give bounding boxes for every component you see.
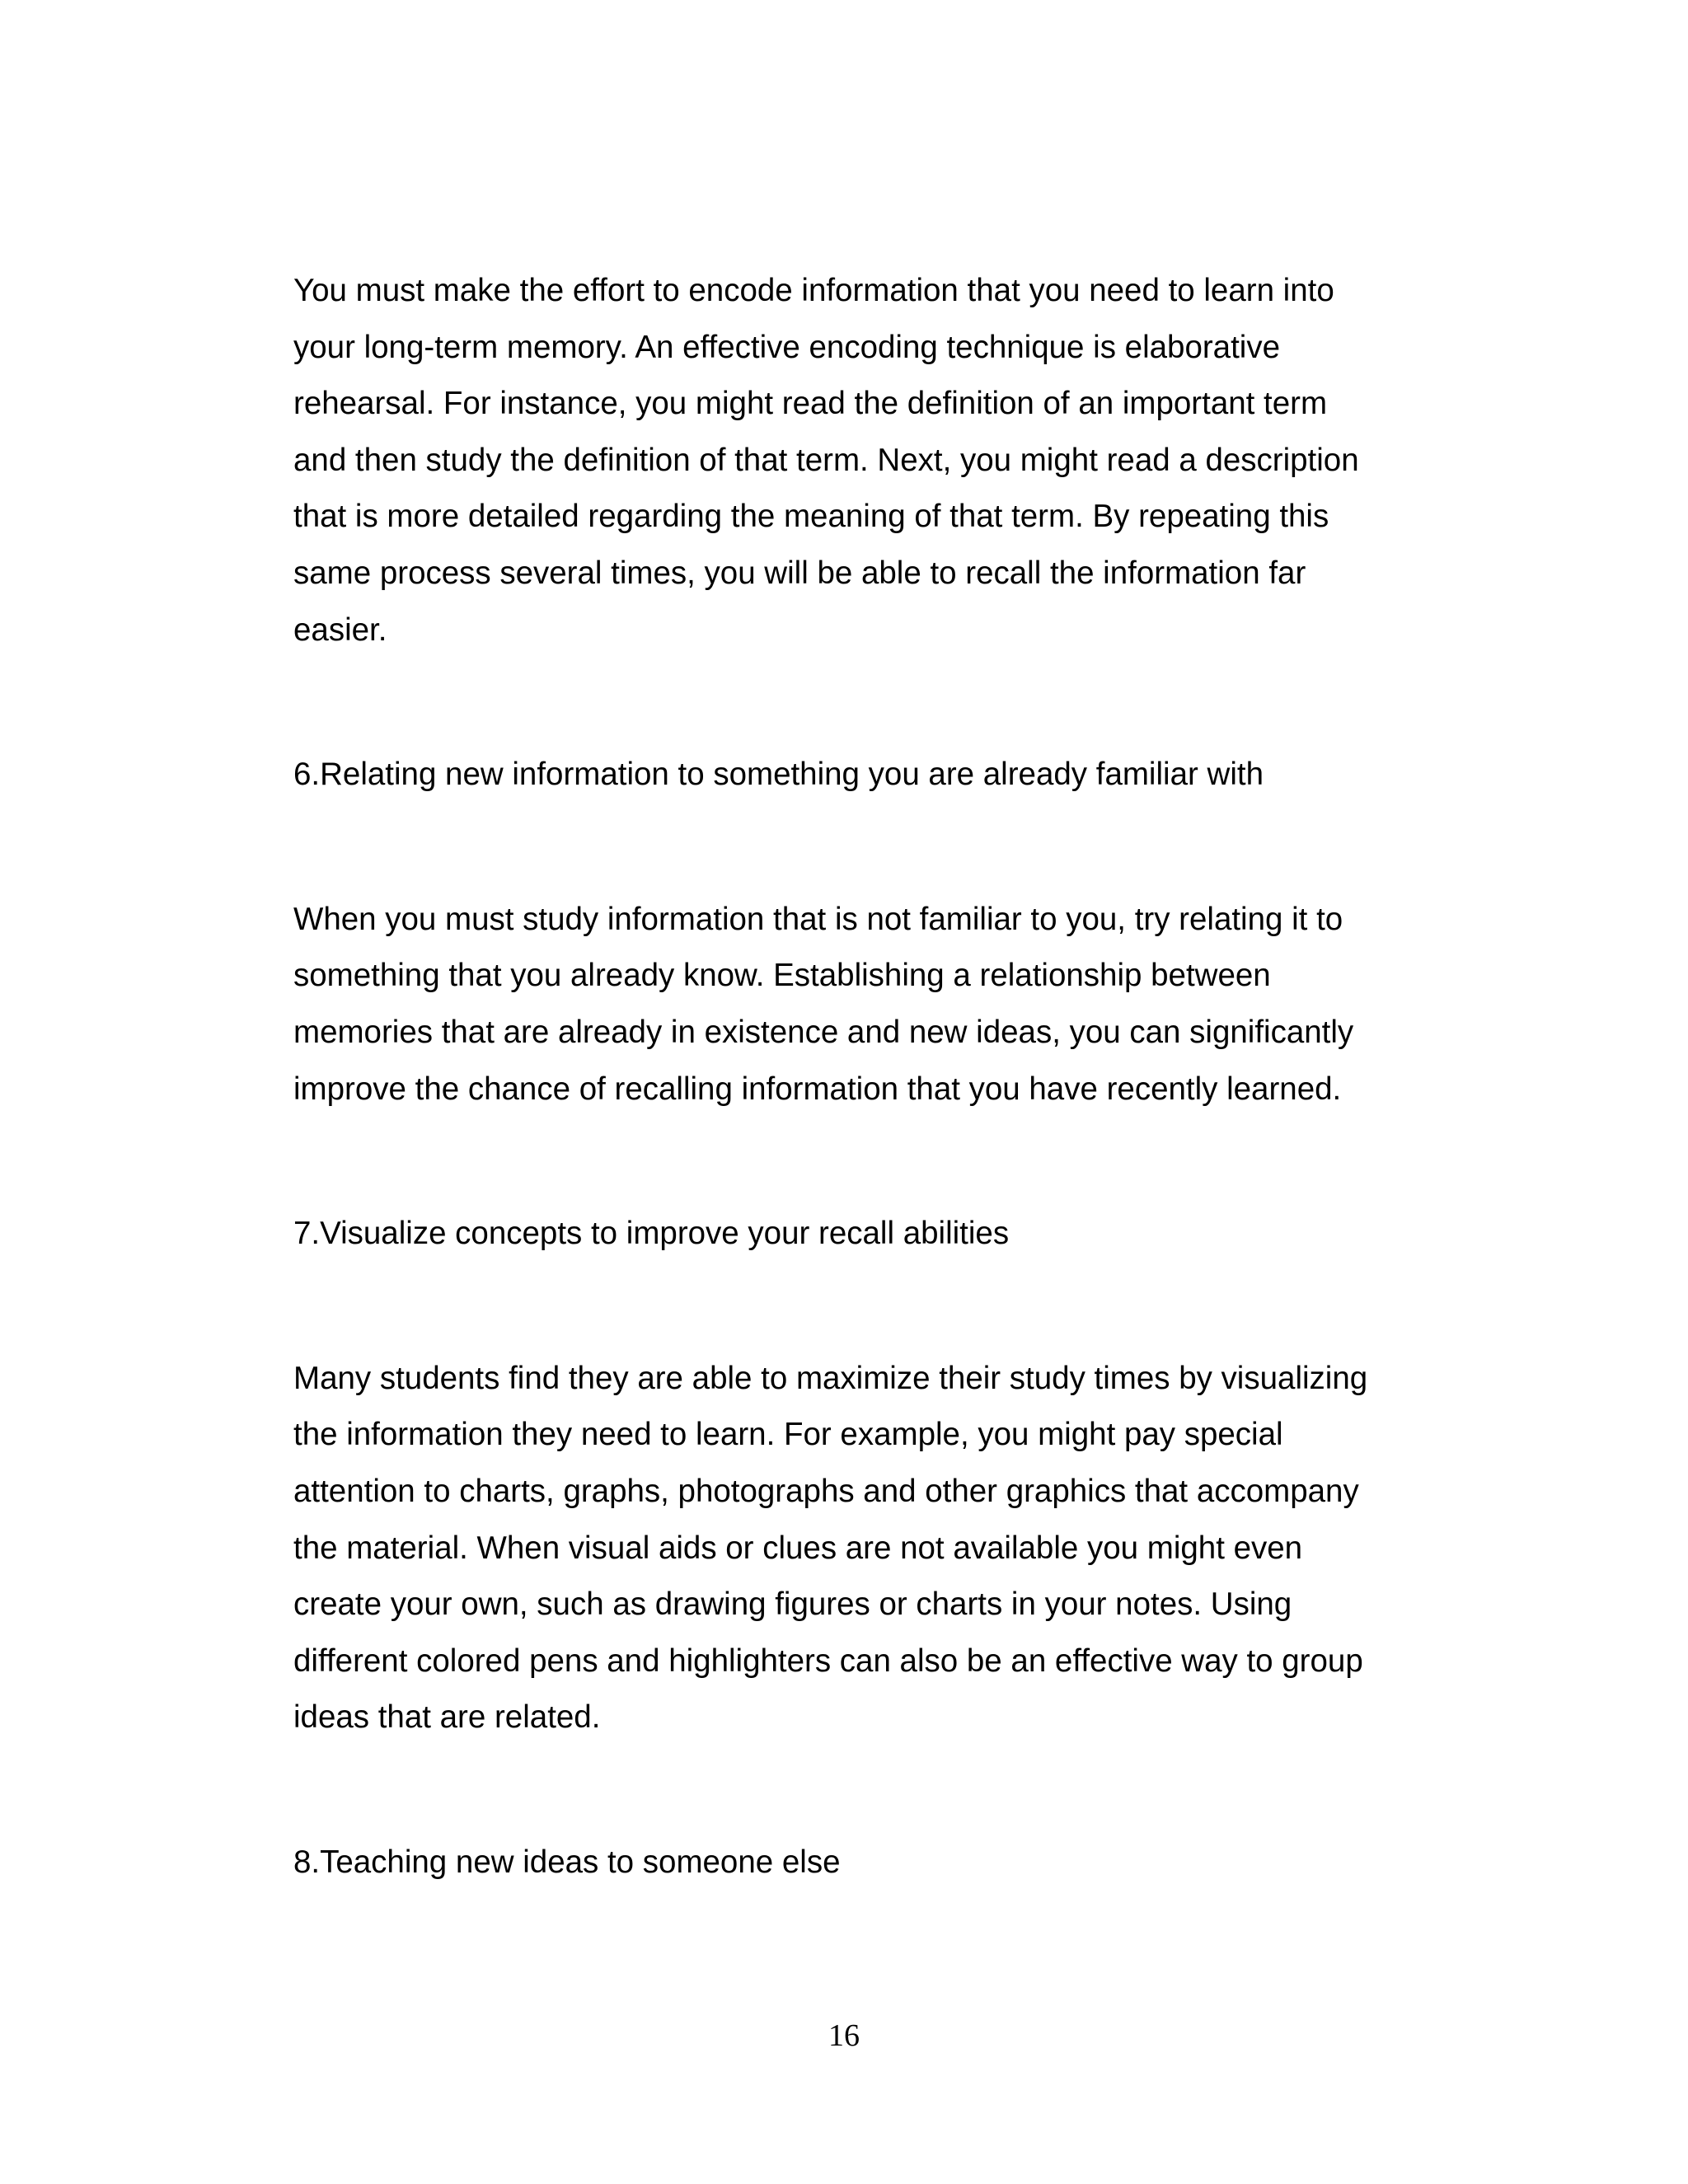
heading-relating-new-information: 6.Relating new information to something you are already familiar with [293,757,1264,793]
page-number: 16 [828,2018,860,2053]
paragraph-visualizing: Many students find they are able to maximize their study times by visualizing the information they need to learn. For example, you might pay special attention to charts, graphs, photographs and other graphics that accompany the material. When visual aids or clues are not available you might even create your own, such as drawing figures or charts in your notes. Using different colored pens and highlighters can also be an effective way to group ideas that are related. [293,1360,1368,1736]
page-body [293,263,1431,1891]
paragraph-elaborative-rehearsal: You must make the effort to encode information that you need to learn into your long-term memory. An effective encoding technique is elaborative rehearsal. For instance, you might read the definition of an important term and then study the definition of that term. Next, you might read a description that is more detailed regarding the meaning of that term. By repeating this same process several times, you will be able to recall the information far easier. [293,273,1359,648]
heading-teaching-new-ideas: 8.Teaching new ideas to someone else [293,1844,841,1880]
heading-visualize-concepts: 7.Visualize concepts to improve your recall abilities [293,1216,1010,1252]
paragraph-relating-information: When you must study information that is not familiar to you, try relating it to something that you already know. Establishing a relationship between memories that are already in existence and new ideas, you can significantly improve the chance of recalling information that you have recently learned. [293,901,1354,1107]
